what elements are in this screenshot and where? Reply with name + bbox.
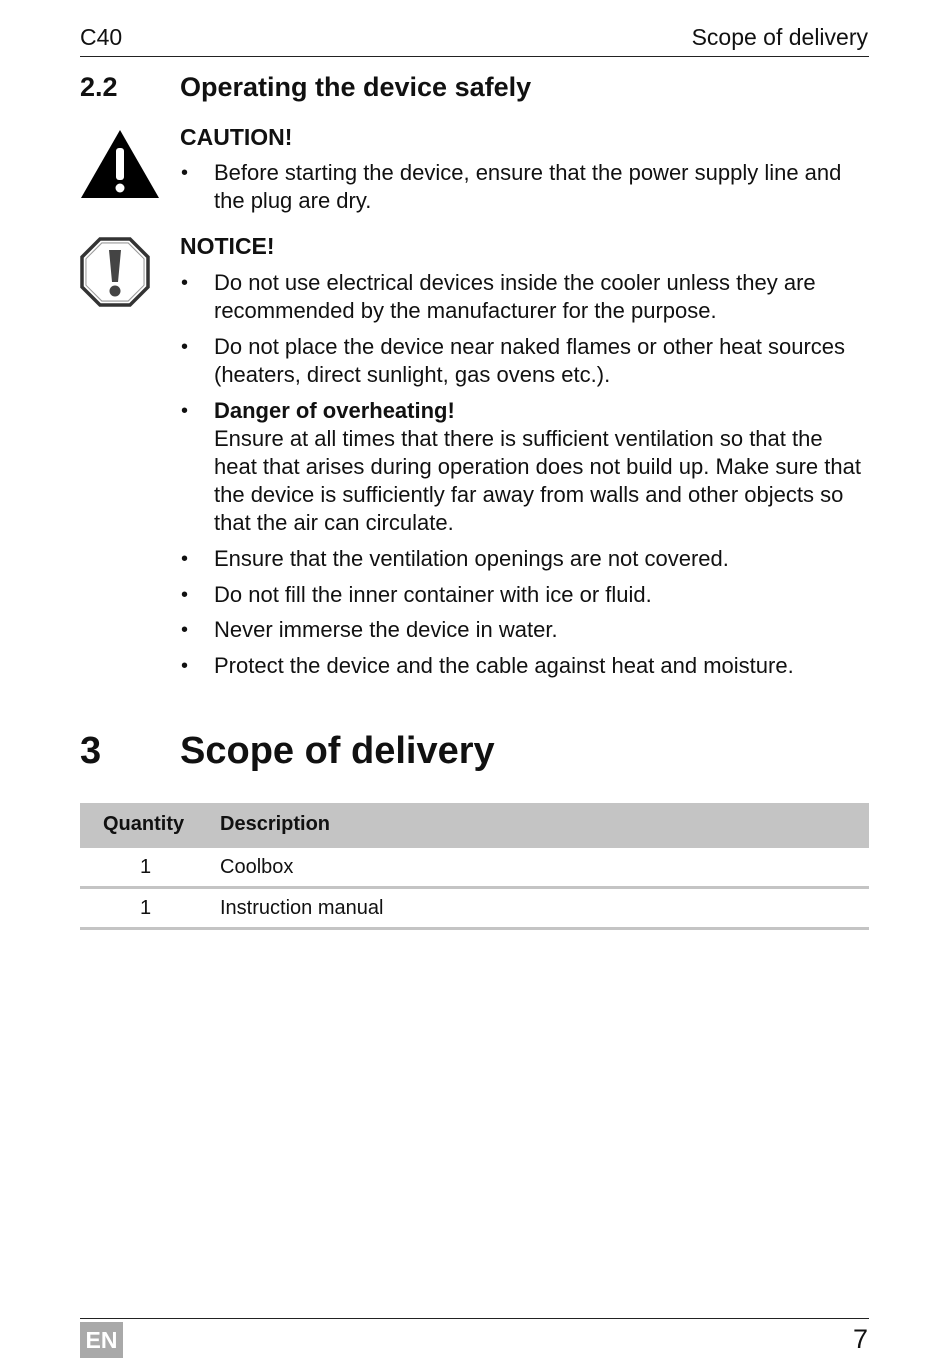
section-title: Operating the device safely <box>180 72 532 102</box>
bullet-icon: • <box>181 399 189 422</box>
notice-list <box>180 269 870 687</box>
caution-signal-word: CAUTION! <box>180 124 293 150</box>
notice-item-text: Never immerse the device in water. <box>214 617 558 643</box>
table-cell-description: Instruction manual <box>220 897 384 919</box>
scope-of-delivery-table <box>80 803 869 930</box>
notice-signal-word: NOTICE! <box>180 233 275 259</box>
footer-divider <box>80 1318 869 1319</box>
caution-item-text: Before starting the device, ensure that the power supply line and the plug are dry. <box>214 160 842 214</box>
header-divider <box>80 56 869 57</box>
notice-item-text: Do not fill the inner container with ice or fluid. <box>214 581 652 607</box>
list-item <box>180 545 870 573</box>
bullet-icon: • <box>181 272 189 294</box>
bullet-icon: • <box>181 583 189 606</box>
notice-item-text: Protect the device and the cable against heat and moisture. <box>214 652 794 678</box>
notice-item-text: Do not use electrical devices inside the cooler unless they are recommended by the manufacturer for the purpose. <box>214 270 816 324</box>
table-row <box>80 848 869 889</box>
list-item <box>180 397 870 538</box>
bullet-icon: • <box>181 335 189 358</box>
table-cell-description: Coolbox <box>220 856 294 878</box>
list-item <box>180 333 870 389</box>
list-item <box>180 616 870 644</box>
table-header-quantity: Quantity <box>103 813 185 835</box>
bullet-icon: • <box>181 548 189 570</box>
notice-item-text: Ensure that the ventilation openings are not covered. <box>214 546 729 571</box>
list-item <box>180 269 870 325</box>
bullet-icon: • <box>181 654 189 677</box>
section-number: 2.2 <box>80 72 118 102</box>
caution-list <box>180 159 870 223</box>
chapter-title: Scope of delivery <box>180 730 495 772</box>
chapter-number: 3 <box>80 730 102 772</box>
list-item <box>180 652 870 680</box>
notice-item-heading: Danger of overheating! <box>214 397 455 423</box>
table-cell-quantity: 1 <box>140 897 152 919</box>
list-item <box>180 581 870 609</box>
notice-item-text: Do not place the device near naked flames or other heat sources (heaters, direct sunlight, gas ovens etc.). <box>214 333 846 387</box>
table-header-row <box>80 803 869 848</box>
language-badge: EN <box>80 1322 123 1358</box>
table-row <box>80 889 869 930</box>
notice-item-text: Ensure at all times that there is sufficient ventilation so that the heat that arises during operation does not build up. Make sure that the device is sufficiently far away from walls and other objects so that the air can circulate. <box>214 425 861 536</box>
bullet-icon: • <box>181 619 189 642</box>
table-cell-quantity: 1 <box>140 856 152 878</box>
exclamation-octagon-icon <box>79 236 151 308</box>
table-header-description: Description <box>220 813 331 835</box>
header-chapter-title: Scope of delivery <box>691 24 868 50</box>
warning-triangle-icon <box>79 128 161 200</box>
bullet-icon: • <box>181 162 189 184</box>
list-item <box>180 159 870 215</box>
header-model: C40 <box>80 24 123 50</box>
page-number: 7 <box>852 1324 868 1354</box>
